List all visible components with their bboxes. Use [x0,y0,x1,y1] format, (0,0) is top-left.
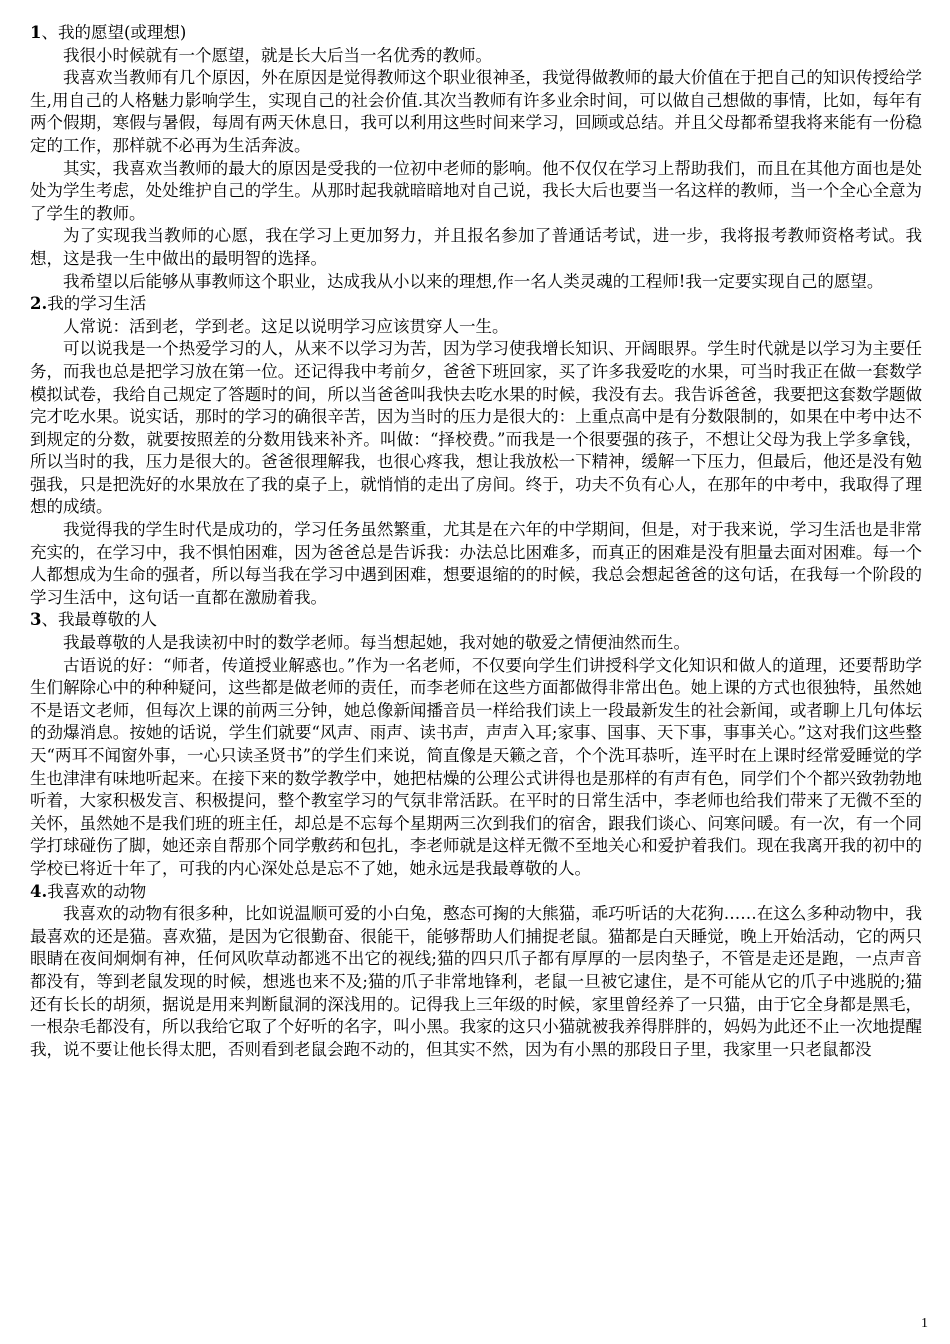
document-body [30,22,922,1061]
section-heading [30,881,922,904]
section-number: 2. [30,294,48,314]
paragraph: 我很小时候就有一个愿望，就是长大后当一名优秀的教师。 [63,45,492,65]
section-respected-person [30,609,922,880]
section-separator: 、 [41,23,58,42]
section-wish [30,22,922,293]
section-separator: 、 [41,610,58,630]
section-heading [30,609,922,632]
section-favorite-animal [30,881,922,1062]
section-heading [30,293,922,316]
section-title: 我的愿望(或理想) [57,23,187,42]
section-title: 我喜欢的动物 [47,881,147,901]
section-title: 我的学习生活 [47,294,147,314]
paragraph: 可以说我是一个热爱学习的人，从来不以学习为苦，因为学习使我增长知识、开阔眼界。学生时代就是以学习为主要任务，而我也总是把学习放在第一位。还记得我中考前夕，爸爸下班回家，买了许多我爱吃的水果，可当时我正在做一套数学模拟试卷，我给自己规定了答题时的间，所以当爸爸叫我快去吃水果的时候，我没有去。我告诉爸爸，我要把这套数学题做完才吃水果。说实话，那时的学习的确很辛苦，因为当时的压力是很大的：上重点高中是有分数限制的，如果在中考中达不到规定的分数，就要按照差的分数用钱来补齐。叫做：“择校费。”而我是一个很要强的孩子，不想让父母为我上学多拿钱，所以当时的我，压力是很大的。爸爸很理解我，也很心疼我，想让我放松一下精神，缓解一下压力，但最后，他还是没有勉强我，只是把洗好的水果放在了我的桌子上，就悄悄的走出了房间。终于，功夫不负有心人，在那年的中考中，我取得了理想的成绩。 [30,339,922,517]
paragraph: 为了实现我当教师的心愿，我在学习上更加努力，并且报名参加了普通话考试，进一步，我将报考教师资格考试。我想，这是我一生中做出的最明智的选择。 [30,226,922,268]
section-number: 4. [30,881,48,901]
section-study-life [30,293,922,609]
paragraph: 我喜欢当教师有几个原因，外在原因是觉得教师这个职业很神圣，我觉得做教师的最大价值在于把自己的知识传授给学生,用自己的人格魅力影响学生，实现自己的社会价值.其次当教师有许多业余时间，可以做自己想做的事情，比如，每年有两个假期，寒假与暑假，每周有两天休息日，我可以利用这些时间来学习，回顾或总结。并且父母都希望我将来能有一份稳定的工作，那样就不必再为生活奔波。 [30,68,922,155]
section-number: 3 [30,610,42,630]
paragraph: 我希望以后能够从事教师这个职业，达成我从小以来的理想,作一名人类灵魂的工程师!我一定要实现自己的愿望。 [63,271,884,291]
page-number: 1 [921,1316,928,1331]
section-title: 我最尊敬的人 [57,610,157,630]
section-heading [30,22,922,45]
paragraph: 古语说的好：“师者，传道授业解惑也。”作为一名老师，不仅要向学生们讲授科学文化知识和做人的道理，还要帮助学生们解除心中的种种疑问，这些都是做老师的责任，而李老师在这些方面都做得非常出色。她上课的方式也很独特，虽然她不是语文老师，但每次上课的前两三分钟，她总像新闻播音员一样给我们读上一段最新发生的社会新闻，或者聊上几句体坛的劲爆消息。按她的话说，学生们就要“风声、雨声、读书声，声声入耳;家事、国事、天下事，事事关心。”这对我们这些整天“两耳不闻窗外事，一心只读圣贤书”的学生们来说，简直像是天籁之音，个个洗耳恭听，连平时在上课时经常爱睡觉的学生也津津有味地听起来。在接下来的数学教学中，她把枯燥的公理公式讲得也是那样的有声有色，同学们个个都兴致勃勃地听着，大家积极发言、积极提问，整个教室学习的气氛非常活跃。在平时的日常生活中，李老师也给我们带来了无微不至的关怀，虽然她不是我们班的班主任，却总是不忘每个星期两三次到我们的宿舍，跟我们谈心、问寒问暖。有一次，有一个同学打球碰伤了脚，她还亲自帮那个同学敷药和包扎，李老师就是这样无微不至地关心和爱护着我们。现在我离开我的初中的学校已将近十年了，可我的内心深处总是忘不了她，她永远是我最尊敬的人。 [30,655,922,878]
paragraph: 人常说：活到老，学到老。这足以说明学习应该贯穿人一生。 [63,316,509,336]
paragraph: 我喜欢的动物有很多种，比如说温顺可爱的小白兔，憨态可掬的大熊猫，乖巧听话的大花狗……在这么多种动物中，我最喜欢的还是猫。喜欢猫，是因为它很勤奋、很能干，能够帮助人们捕捉老鼠。猫都是白天睡觉，晚上开始活动，它的两只眼睛在夜间炯炯有神，任何风吹草动都逃不出它的视线;猫的四只爪子都有厚厚的一层肉垫子，不管是走还是跑，一点声音都没有，等到老鼠发现的时候，想逃也来不及;猫的爪子非常地锋利，老鼠一旦被它逮住，是不可能从它的爪子中逃脱的;猫还有长长的胡须，据说是用来判断鼠洞的深浅用的。记得我上三年级的时候，家里曾经养了一只猫，由于它全身都是黑毛，一根杂毛都没有，所以我给它取了个好听的名字，叫小黑。我家的这只小猫就被我养得胖胖的，妈妈为此还不止一次地提醒我，说不要让他长得太肥，否则看到老鼠会跑不动的，但其实不然，因为有小黑的那段日子里，我家里一只老鼠都没 [30,904,922,1059]
paragraph: 其实，我喜欢当教师的最大的原因是受我的一位初中老师的影响。他不仅仅在学习上帮助我们，而且在其他方面也是处处为学生考虑，处处维护自己的学生。从那时起我就暗暗地对自己说，我长大后也要当一名这样的教师，当一个全心全意为了学生的教师。 [30,158,922,223]
paragraph: 我觉得我的学生时代是成功的，学习任务虽然繁重，尤其是在六年的中学期间，但是，对于我来说，学习生活也是非常充实的，在学习中，我不惧怕困难，因为爸爸总是告诉我：办法总比困难多，而真正的困难是没有胆量去面对困难。每一个人都想成为生命的强者，所以每当我在学习中遇到困难，想要退缩的的时候，我总会想起爸爸的这句话，在我每一个阶段的学习生活中，这句话一直都在激励着我。 [30,520,922,607]
paragraph: 我最尊敬的人是我读初中时的数学老师。每当想起她，我对她的敬爱之情便油然而生。 [63,633,690,653]
section-number: 1 [30,23,42,42]
